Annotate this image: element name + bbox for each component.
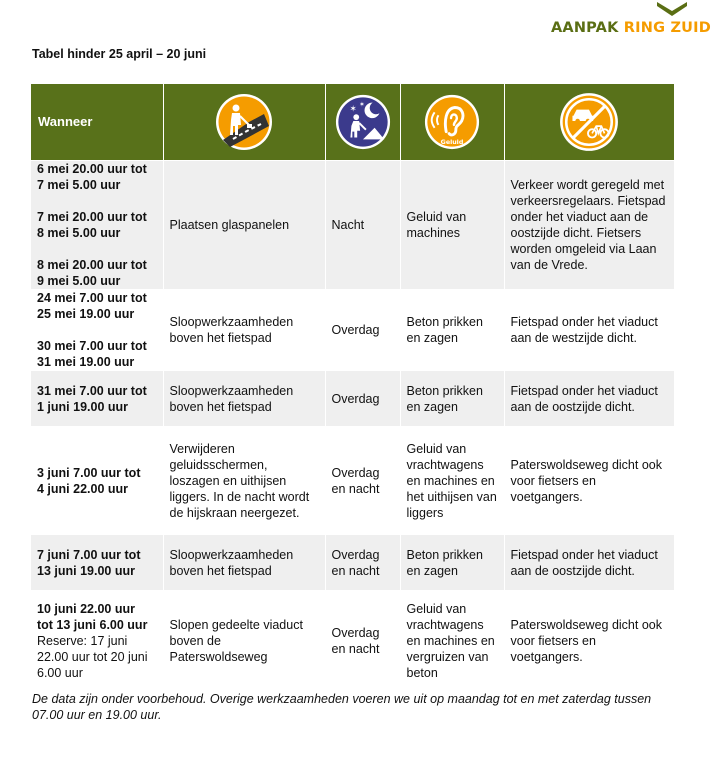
cell-when <box>31 591 163 691</box>
cell-nuisance: Geluid van vrachtwagens en machines en het uithijsen van liggers <box>400 427 504 535</box>
when-line: 31 mei 19.00 uur <box>37 355 135 369</box>
when-line: 7 mei 5.00 uur <box>37 178 121 192</box>
cell-work: Sloopwerkzaamheden boven het fietspad <box>163 535 325 591</box>
cell-when <box>31 427 163 535</box>
when-line: 25 mei 19.00 uur <box>37 307 135 321</box>
column-header-time <box>325 84 400 161</box>
when-gap <box>37 241 157 257</box>
cell-time: Overdag <box>325 371 400 427</box>
cell-traffic: Fietspad onder het viaduct aan de oostzijde dicht. <box>504 371 674 427</box>
table-row <box>31 371 674 427</box>
cell-nuisance: Beton prikken en zagen <box>400 535 504 591</box>
when-line: tot 13 juni 6.00 uur <box>37 617 148 632</box>
cell-nuisance: Beton prikken en zagen <box>400 371 504 427</box>
cell-nuisance: Beton prikken en zagen <box>400 290 504 371</box>
when-line: 10 juni 22.00 uur <box>37 601 135 616</box>
aanpak-ring-zuid-logo <box>551 2 711 40</box>
cell-traffic: Paterswoldseweg dicht ook voor fietsers en voetgangers. <box>504 427 674 535</box>
cell-traffic: Fietspad onder het viaduct aan de westzijde dicht. <box>504 290 674 371</box>
cell-work: Slopen gedeelte viaduct boven de Paterswoldseweg <box>163 591 325 691</box>
table-row <box>31 161 674 290</box>
cell-time: Nacht <box>325 161 400 290</box>
road-worker-icon <box>214 92 274 152</box>
table-header-row <box>31 84 674 161</box>
table-row <box>31 427 674 535</box>
when-line: 7 mei 20.00 uur tot <box>37 210 147 224</box>
cell-time: Overdag en nacht <box>325 427 400 535</box>
svg-text:✶: ✶ <box>358 100 365 109</box>
logo-word-aanpak: AANPAK <box>551 20 619 36</box>
cell-time: Overdag <box>325 290 400 371</box>
table-row <box>31 290 674 371</box>
column-header-work <box>163 84 325 161</box>
when-reserve: Reserve: 17 juni 22.00 uur tot 20 juni 6.00 uur <box>37 633 148 680</box>
svg-text:✶: ✶ <box>348 104 357 115</box>
cell-when <box>31 290 163 371</box>
cell-time: Overdag en nacht <box>325 535 400 591</box>
when-gap <box>37 322 157 338</box>
table-row <box>31 591 674 691</box>
logo-text <box>551 20 711 36</box>
when-line: 3 juni 7.00 uur tot <box>37 465 141 480</box>
when-line: 30 mei 7.00 uur tot <box>37 339 147 353</box>
cell-work: Verwijderen geluidsschermen, loszagen en uithijsen liggers. In de nacht wordt de hijskraan neergezet. <box>163 427 325 535</box>
cell-time: Overdag en nacht <box>325 591 400 691</box>
when-gap <box>37 193 157 209</box>
cell-when <box>31 161 163 290</box>
when-line: 4 juni 22.00 uur <box>37 481 129 496</box>
column-header-when: Wanneer <box>31 84 163 161</box>
cell-work: Sloopwerkzaamheden boven het fietspad <box>163 290 325 371</box>
when-line: 6 mei 20.00 uur tot <box>37 162 147 176</box>
logo-mark-icon <box>655 2 689 18</box>
traffic-detour-icon <box>558 91 620 153</box>
cell-traffic: Verkeer wordt geregeld met verkeersregelaars. Fietspad onder het viaduct aan de oostzijde dicht. Fietsers worden omgeleid via Laan van de Vrede. <box>504 161 674 290</box>
column-header-nuisance <box>400 84 504 161</box>
when-line: 13 juni 19.00 uur <box>37 563 135 578</box>
night-work-icon <box>334 93 392 151</box>
hinder-table <box>31 84 674 691</box>
when-line: 24 mei 7.00 uur tot <box>37 291 147 305</box>
when-line: 1 juni 19.00 uur <box>37 399 129 414</box>
column-header-traffic <box>504 84 674 161</box>
when-line: 8 mei 20.00 uur tot <box>37 258 147 272</box>
footnote: De data zijn onder voorbehoud. Overige werkzaamheden voeren we uit op maandag tot en met zaterdag tussen 07.00 uur en 19.00 uur. <box>32 692 652 722</box>
when-line: 7 juni 7.00 uur tot <box>37 547 141 562</box>
cell-traffic: Paterswoldseweg dicht ook voor fietsers en voetgangers. <box>504 591 674 691</box>
table-row <box>31 535 674 591</box>
page-title: Tabel hinder 25 april – 20 juni <box>32 47 207 61</box>
when-line: 8 mei 5.00 uur <box>37 226 121 240</box>
cell-nuisance: Geluid van vrachtwagens en machines en vergruizen van beton <box>400 591 504 691</box>
when-line: 31 mei 7.00 uur tot <box>37 383 147 398</box>
when-line: 9 mei 5.00 uur <box>37 274 121 288</box>
noise-ear-icon <box>423 93 481 151</box>
cell-when <box>31 535 163 591</box>
cell-when <box>31 371 163 427</box>
logo-word-ring-zuid: RING ZUID <box>623 20 711 36</box>
noise-icon-text: Geluid <box>440 139 464 147</box>
cell-work: Plaatsen glaspanelen <box>163 161 325 290</box>
cell-work: Sloopwerkzaamheden boven het fietspad <box>163 371 325 427</box>
cell-nuisance: Geluid van machines <box>400 161 504 290</box>
cell-traffic: Fietspad onder het viaduct aan de oostzijde dicht. <box>504 535 674 591</box>
